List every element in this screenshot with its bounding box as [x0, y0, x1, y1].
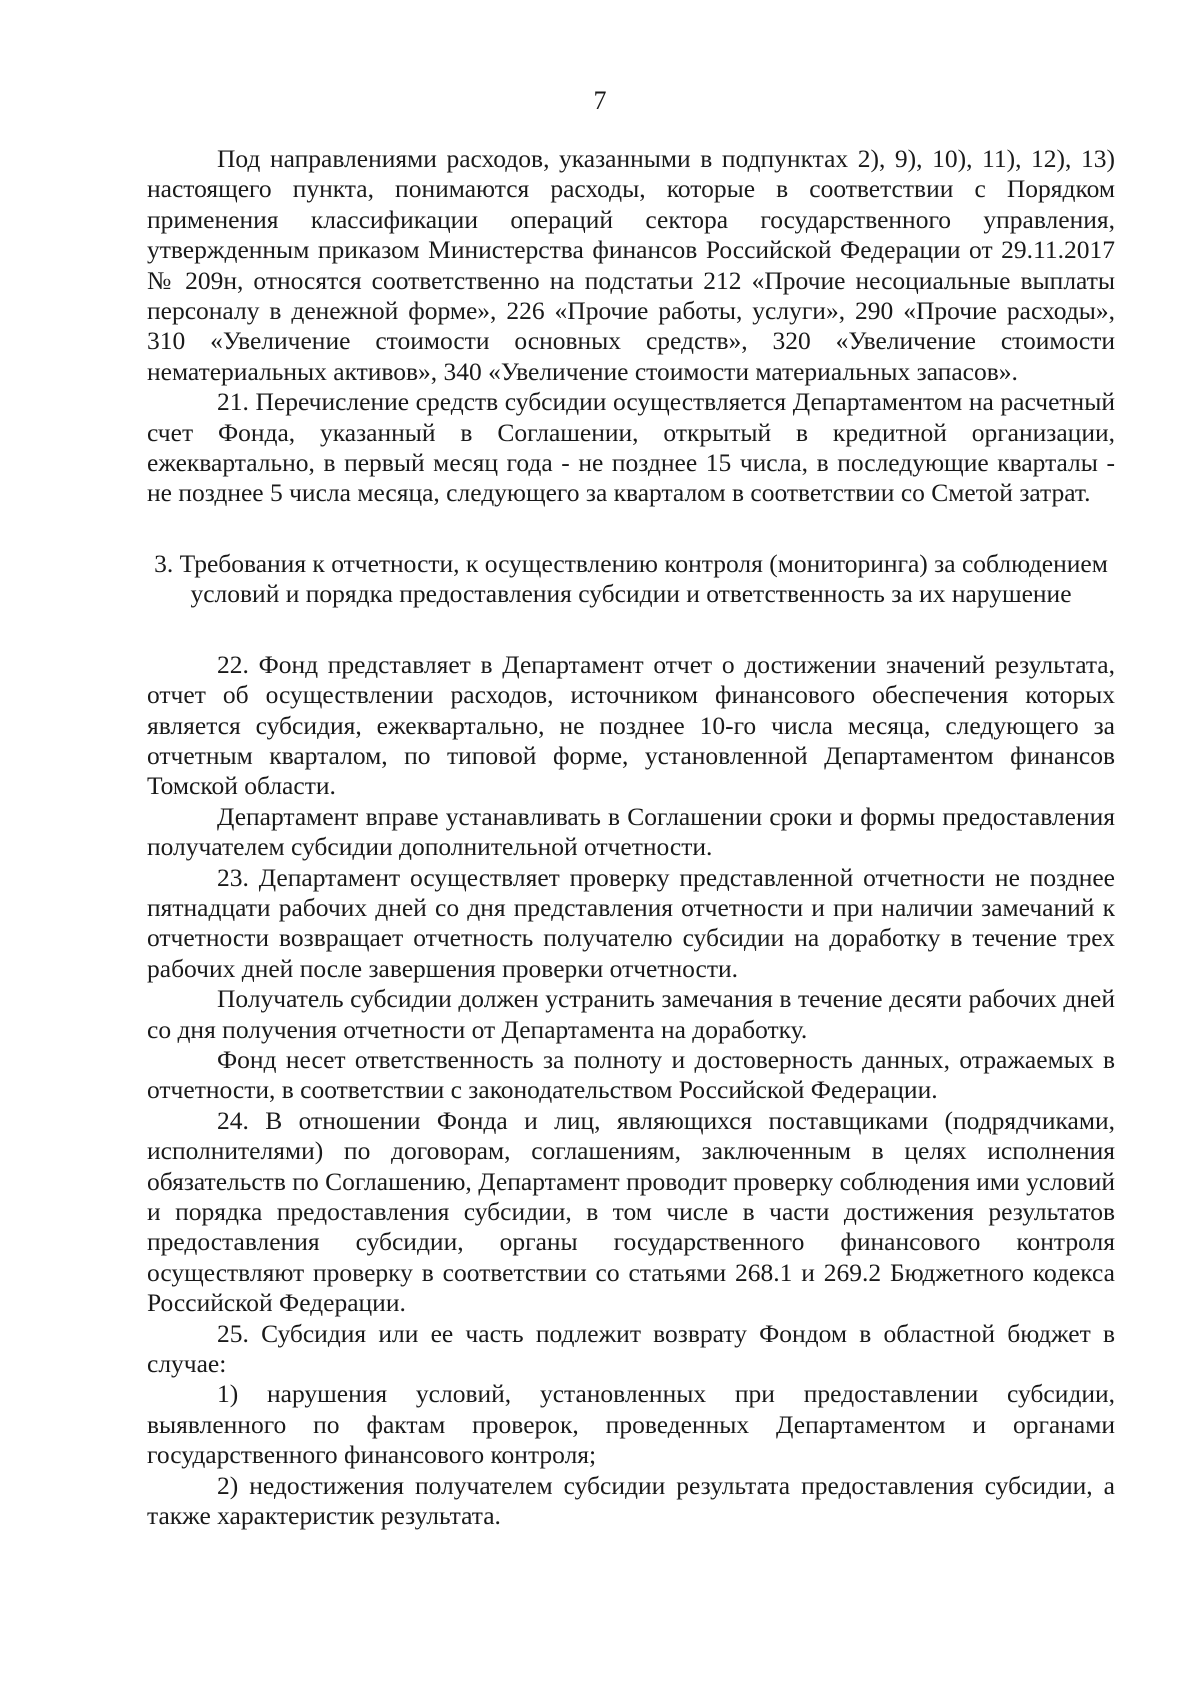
paragraph-22: 22. Фонд представляет в Департамент отчет о достижении значений результата, отчет об осуществлении расходов, источником финансового обеспечения которых является субсидия, ежеквартально, не позднее 10-го числа месяца, следующего за отчетным кварталом, по типовой форме, установленной Департаментом финансов Томской области.: [147, 649, 1115, 801]
paragraph-23: 23. Департамент осуществляет проверку представленной отчетности не позднее пятнадцати рабочих дней со дня представления отчетности и при наличии замечаний к отчетности возвращает отчетность получателю субсидии на доработку в течение трех рабочих дней после завершения проверки отчетности.: [147, 862, 1115, 983]
paragraph-23-responsibility: Фонд несет ответственность за полноту и достоверность данных, отражаемых в отчетности, в соответствии с законодательством Российской Федерации.: [147, 1044, 1115, 1105]
paragraph-23-remarks: Получатель субсидии должен устранить замечания в течение десяти рабочих дней со дня получения отчетности от Департамента на доработку.: [147, 984, 1115, 1044]
paragraph-25-item-2: 2) недостижения получателем субсидии результата предоставления субсидии, а также характеристик результата.: [147, 1470, 1115, 1531]
paragraph-25-item-1: 1) нарушения условий, установленных при предоставлении субсидии, выявленного по фактам проверок, проведенных Департаментом и органами государственного финансового контроля;: [147, 1379, 1115, 1470]
paragraph-24: 24. В отношении Фонда и лиц, являющихся поставщиками (подрядчиками, исполнителями) по договорам, соглашениям, заключенным в целях исполнения обязательств по Соглашению, Департамент проводит проверку соблюдения ими условий и порядка предоставления субсидии, в том числе в части достижения результатов предоставления субсидии, органы государственного финансового контроля осуществляют проверку в соответствии со статьями 268.1 и 269.2 Бюджетного кодекса Российской Федерации.: [147, 1105, 1115, 1318]
page-number: 7: [593, 86, 607, 115]
paragraph-22-additional: Департамент вправе устанавливать в Соглашении сроки и формы предоставления получателем субсидии дополнительной отчетности.: [147, 801, 1115, 862]
section-heading: 3. Требования к отчетности, к осуществлению контроля (мониторинга) за соблюдением условий и порядка предоставления субсидии и ответственность за их нарушение: [154, 548, 1108, 609]
paragraph-cost-directions: Под направлениями расходов, указанными в подпунктах 2), 9), 10), 11), 12), 13) настоящего пункта, понимаются расходы, которые в соответствии с Порядком применения классификации операций сектора государственного управления, утвержденным приказом Министерства финансов Российской Федерации от 29.11.2017 № 209н, относятся соответственно на подстатьи 212 «Прочие несоциальные выплаты персоналу в денежной форме», 226 «Прочие работы, услуги», 290 «Прочие расходы», 310 «Увеличение стоимости основных средств», 320 «Увеличение стоимости нематериальных активов», 340 «Увеличение стоимости материальных запасов».: [147, 144, 1115, 386]
document-body: [147, 144, 1115, 1531]
paragraph-25: 25. Субсидия или ее часть подлежит возврату Фондом в областной бюджет в случае:: [147, 1318, 1115, 1379]
paragraph-21: 21. Перечисление средств субсидии осуществляется Департаментом на расчетный счет Фонда, указанный в Соглашении, открытый в кредитной организации, ежеквартально, в первый месяц года - не позднее 15 числа, в последующие кварталы - не позднее 5 числа месяца, следующего за кварталом в соответствии со Сметой затрат.: [147, 387, 1115, 508]
